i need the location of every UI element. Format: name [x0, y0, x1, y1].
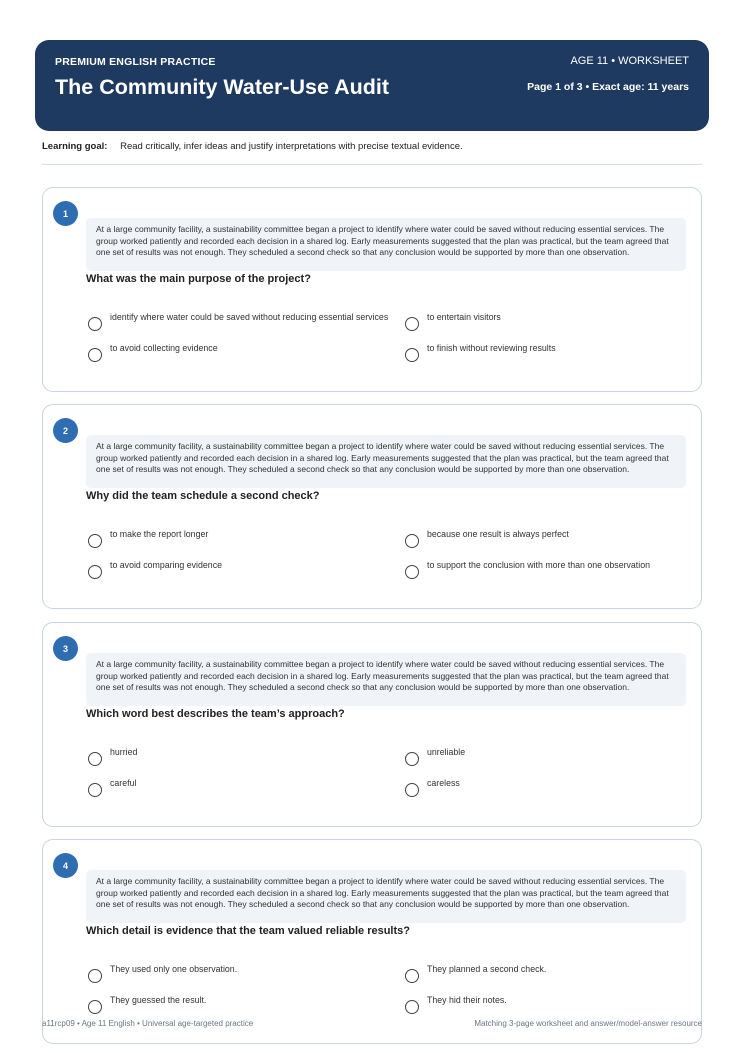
radio-button[interactable] [88, 534, 102, 548]
reading-passage: At a large community facility, a sustainability committee began a project to identify where water could be saved without reducing essential services. The group worked patiently and recorded each decision in a shared log. Early measurements suggested that the plan was practical, but the team agreed that one set of results was not enough. They scheduled a second check so that any conclusion would be supported by more than one observation. [86, 218, 686, 271]
question-card-1 [42, 187, 702, 392]
answer-option-label: careful [110, 778, 137, 788]
answer-option-label: careless [427, 778, 460, 788]
answer-option-a[interactable] [88, 747, 390, 766]
footer-left: a11rcp09 • Age 11 English • Universal age-targeted practice [42, 1019, 254, 1028]
answer-option-a[interactable] [88, 964, 390, 983]
learning-goal [42, 141, 463, 152]
question-card-4 [42, 839, 702, 1044]
answer-option-label: to finish without reviewing results [427, 343, 556, 353]
reading-passage: At a large community facility, a sustainability committee began a project to identify where water could be saved without reducing essential services. The group worked patiently and recorded each decision in a shared log. Early measurements suggested that the plan was practical, but the team agreed that one set of results was not enough. They scheduled a second check so that any conclusion would be supported by more than one observation. [86, 435, 686, 488]
answer-option-b[interactable] [405, 312, 707, 331]
answer-option-c[interactable] [88, 560, 390, 579]
age-label: AGE 11 • WORKSHEET [570, 55, 689, 67]
answer-option-label: identify where water could be saved without reducing essential services [110, 312, 389, 322]
radio-button[interactable] [88, 1000, 102, 1014]
worksheet-header [35, 40, 709, 131]
answer-option-b[interactable] [405, 964, 707, 983]
question-text: Why did the team schedule a second check? [86, 490, 320, 502]
reading-passage: At a large community facility, a sustainability committee began a project to identify where water could be saved without reducing essential services. The group worked patiently and recorded each decision in a shared log. Early measurements suggested that the plan was practical, but the team agreed that one set of results was not enough. They scheduled a second check so that any conclusion would be supported by more than one observation. [86, 653, 686, 706]
answer-option-c[interactable] [88, 778, 390, 797]
answer-option-label: to support the conclusion with more than one observation [427, 560, 650, 570]
answer-option-label: They planned a second check. [427, 964, 547, 974]
reading-passage: At a large community facility, a sustainability committee began a project to identify where water could be saved without reducing essential services. The group worked patiently and recorded each decision in a shared log. Early measurements suggested that the plan was practical, but the team agreed that one set of results was not enough. They scheduled a second check so that any conclusion would be supported by more than one observation. [86, 870, 686, 923]
answer-option-b[interactable] [405, 529, 707, 548]
radio-button[interactable] [405, 969, 419, 983]
answer-option-d[interactable] [405, 778, 707, 797]
answer-option-label: to make the report longer [110, 529, 209, 539]
footer-right: Matching 3-page worksheet and answer/model-answer resource [474, 1019, 702, 1028]
radio-button[interactable] [405, 348, 419, 362]
learning-goal-label: Learning goal: [42, 141, 108, 152]
question-card-3 [42, 622, 702, 827]
answer-option-d[interactable] [405, 343, 707, 362]
question-text: What was the main purpose of the project? [86, 273, 311, 285]
answer-option-label: They hid their notes. [427, 995, 507, 1005]
answer-option-label: to entertain visitors [427, 312, 501, 322]
answer-option-label: to avoid collecting evidence [110, 343, 218, 353]
radio-button[interactable] [88, 348, 102, 362]
answer-option-c[interactable] [88, 343, 390, 362]
question-number-badge: 4 [53, 853, 78, 878]
divider [42, 164, 702, 165]
answer-option-label: They guessed the result. [110, 995, 207, 1005]
answer-option-label: hurried [110, 747, 138, 757]
radio-button[interactable] [405, 752, 419, 766]
radio-button[interactable] [405, 1000, 419, 1014]
radio-button[interactable] [405, 317, 419, 331]
answer-option-label: because one result is always perfect [427, 529, 569, 539]
radio-button[interactable] [405, 565, 419, 579]
answer-option-label: unreliable [427, 747, 466, 757]
question-number-badge: 1 [53, 201, 78, 226]
radio-button[interactable] [88, 969, 102, 983]
answer-option-label: They used only one observation. [110, 964, 238, 974]
question-text: Which word best describes the team’s approach? [86, 708, 345, 720]
question-text: Which detail is evidence that the team valued reliable results? [86, 925, 410, 937]
learning-goal-text: Read critically, infer ideas and justify interpretations with precise textual evidence. [120, 141, 463, 152]
page-indicator: Page 1 of 3 • Exact age: 11 years [527, 81, 689, 93]
answer-option-label: to avoid comparing evidence [110, 560, 222, 570]
answer-option-c[interactable] [88, 995, 390, 1014]
answer-option-d[interactable] [405, 995, 707, 1014]
question-card-2 [42, 404, 702, 609]
radio-button[interactable] [88, 783, 102, 797]
answer-option-d[interactable] [405, 560, 707, 579]
brand-label: PREMIUM ENGLISH PRACTICE [55, 56, 216, 68]
worksheet-title: The Community Water-Use Audit [55, 75, 390, 99]
answer-option-a[interactable] [88, 529, 390, 548]
radio-button[interactable] [88, 317, 102, 331]
radio-button[interactable] [405, 534, 419, 548]
radio-button[interactable] [88, 565, 102, 579]
radio-button[interactable] [88, 752, 102, 766]
answer-option-b[interactable] [405, 747, 707, 766]
radio-button[interactable] [405, 783, 419, 797]
answer-option-a[interactable] [88, 312, 390, 331]
question-number-badge: 3 [53, 636, 78, 661]
question-number-badge: 2 [53, 418, 78, 443]
